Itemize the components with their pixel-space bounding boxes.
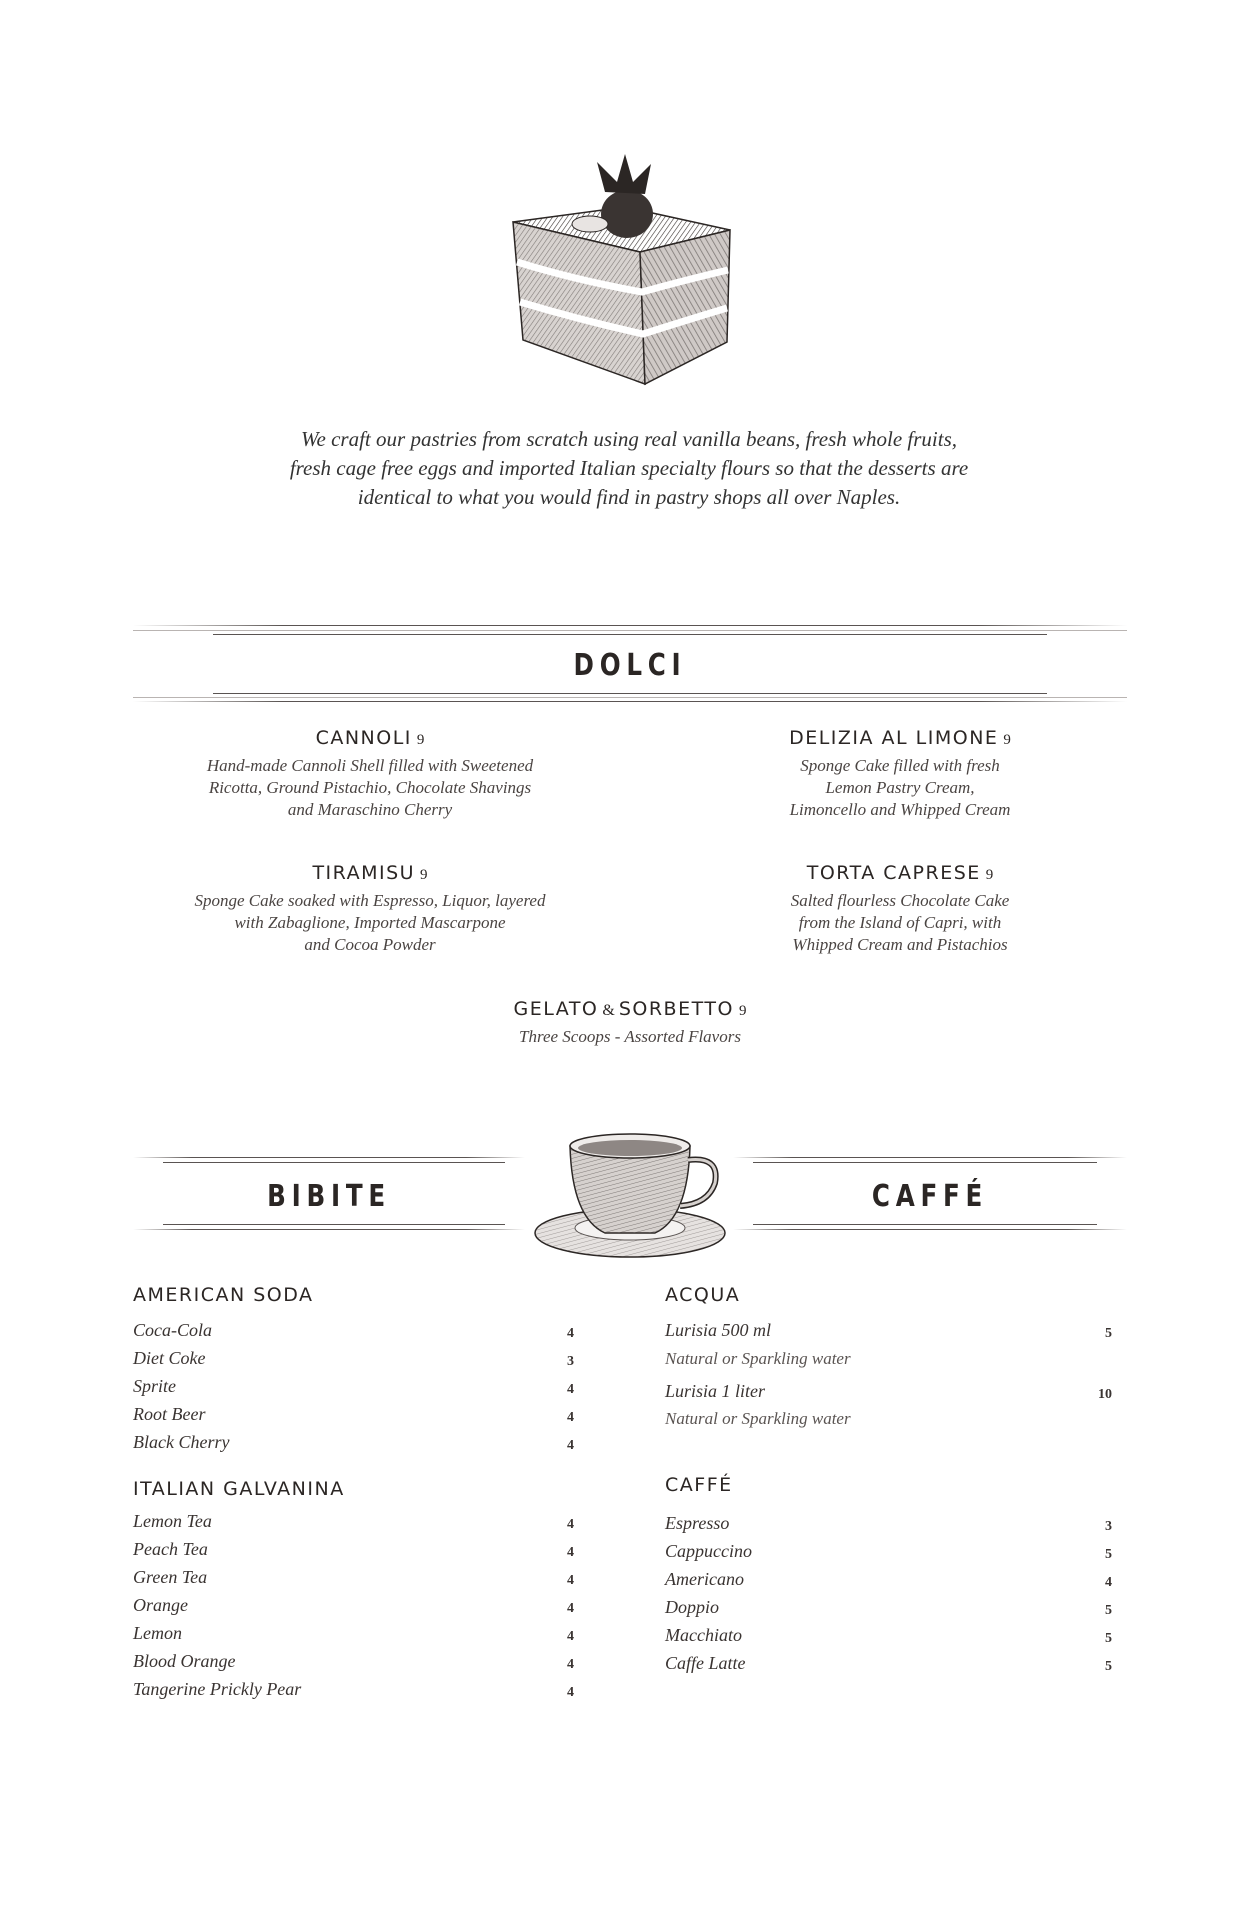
acqua-heading: ACQUA	[665, 1284, 741, 1306]
drink-name: Lurisia 500 ml	[665, 1320, 772, 1340]
drink-price: 5	[1105, 1631, 1112, 1646]
dish-price: 9	[985, 867, 994, 883]
drink-price: 3	[567, 1354, 574, 1369]
drink-note: Natural or Sparkling water	[665, 1409, 851, 1428]
intro-line: We craft our pastries from scratch using real vanilla beans, fresh whole fruits,	[300, 427, 958, 451]
drink-price: 4	[567, 1326, 574, 1341]
drink-price: 4	[567, 1517, 574, 1532]
intro-line: identical to what you would find in pastry shops all over Naples.	[357, 485, 901, 509]
drink-price: 3	[1105, 1519, 1112, 1534]
drink-name: Espresso	[665, 1513, 730, 1533]
dish-price: 9	[416, 732, 425, 748]
dish-price: 9	[1003, 732, 1011, 748]
dish-delizia-al-limone	[690, 727, 1110, 821]
drink-note: Natural or Sparkling water	[665, 1349, 851, 1368]
intro-paragraph	[229, 425, 1029, 512]
drink-name: Doppio	[665, 1597, 719, 1617]
dish-tiramisu	[160, 862, 580, 956]
american-soda-heading: AMERICAN SODA	[133, 1284, 314, 1306]
drink-name: Cappuccino	[665, 1541, 752, 1561]
drink-price: 4	[567, 1629, 574, 1644]
cake-illustration	[505, 152, 740, 392]
dish-name: TIRAMISU 9	[312, 862, 428, 884]
drink-name: Lurisia 1 liter	[665, 1381, 766, 1401]
italian-galvanina-heading: ITALIAN GALVANINA	[133, 1478, 345, 1500]
drink-name: Lemon Tea	[133, 1511, 212, 1531]
drink-price: 4	[567, 1573, 574, 1588]
caffe-title: CAFFÉ	[871, 1179, 989, 1214]
drink-price: 4	[1105, 1575, 1112, 1590]
drink-name: Sprite	[133, 1376, 176, 1396]
drink-name: Macchiato	[665, 1625, 742, 1645]
dish-description: Three Scoops - Assorted Flavors	[519, 1027, 741, 1046]
drink-price: 4	[567, 1601, 574, 1616]
dish-price: 9	[420, 867, 428, 883]
dish-torta-caprese	[690, 862, 1110, 956]
dish-price: 9	[738, 1003, 747, 1019]
drink-name: Diet Coke	[133, 1348, 206, 1368]
intro-line: fresh cage free eggs and imported Italian specialty flours so that the desserts are	[289, 456, 969, 480]
dish-description: Sponge Cake filled with fresh Lemon Pastry Cream, Limoncello and Whipped Cream	[789, 756, 1011, 819]
drink-name: Blood Orange	[133, 1651, 236, 1671]
dish-description: Salted flourless Chocolate Cake from the Island of Capri, with Whipped Cream and Pistachios	[790, 891, 1010, 954]
dish-name: GELATO & SORBETTO 9	[513, 998, 747, 1020]
drink-name: Coca-Cola	[133, 1320, 212, 1340]
dish-cannoli	[160, 727, 580, 821]
dish-description: Sponge Cake soaked with Espresso, Liquor, layered with Zabaglione, Imported Mascarpone and Cocoa Powder	[194, 891, 546, 954]
drink-name: Tangerine Prickly Pear	[133, 1679, 302, 1699]
dish-name: DELIZIA AL LIMONE 9	[789, 727, 1011, 749]
drink-name: Caffe Latte	[665, 1653, 746, 1673]
drink-price: 4	[567, 1410, 574, 1425]
coffee-cup-illustration	[530, 1128, 730, 1263]
caffe-header	[733, 1155, 1127, 1240]
drink-name: Black Cherry	[133, 1432, 230, 1452]
drink-name: Americano	[665, 1569, 744, 1589]
drink-name: Orange	[133, 1595, 188, 1615]
drink-price: 4	[567, 1382, 574, 1397]
dish-name: TORTA CAPRESE 9	[806, 862, 994, 884]
bibite-header	[133, 1155, 525, 1240]
drink-price: 4	[567, 1545, 574, 1560]
drink-price: 5	[1105, 1659, 1112, 1674]
drink-name: Green Tea	[133, 1567, 208, 1587]
drink-name: Root Beer	[133, 1404, 206, 1424]
dish-description: Hand-made Cannoli Shell filled with Sweetened Ricotta, Ground Pistachio, Chocolate Shavings and Maraschino Cherry	[206, 756, 534, 819]
caffe-heading: CAFFÉ	[665, 1474, 733, 1496]
drink-name: Peach Tea	[133, 1539, 208, 1559]
drink-name: Lemon	[133, 1623, 182, 1643]
dolci-header	[133, 620, 1127, 705]
drink-price: 5	[1105, 1326, 1112, 1341]
dolci-title: DOLCI	[573, 648, 687, 683]
drink-price: 10	[1098, 1387, 1112, 1402]
drink-price: 4	[567, 1657, 574, 1672]
dish-gelato-sorbetto	[400, 998, 860, 1048]
drink-price: 4	[567, 1438, 574, 1453]
drink-price: 5	[1105, 1547, 1112, 1562]
dish-name: CANNOLI 9	[315, 727, 425, 749]
drink-price: 5	[1105, 1603, 1112, 1618]
drink-price: 4	[567, 1685, 574, 1700]
bibite-title: BIBITE	[267, 1179, 391, 1214]
